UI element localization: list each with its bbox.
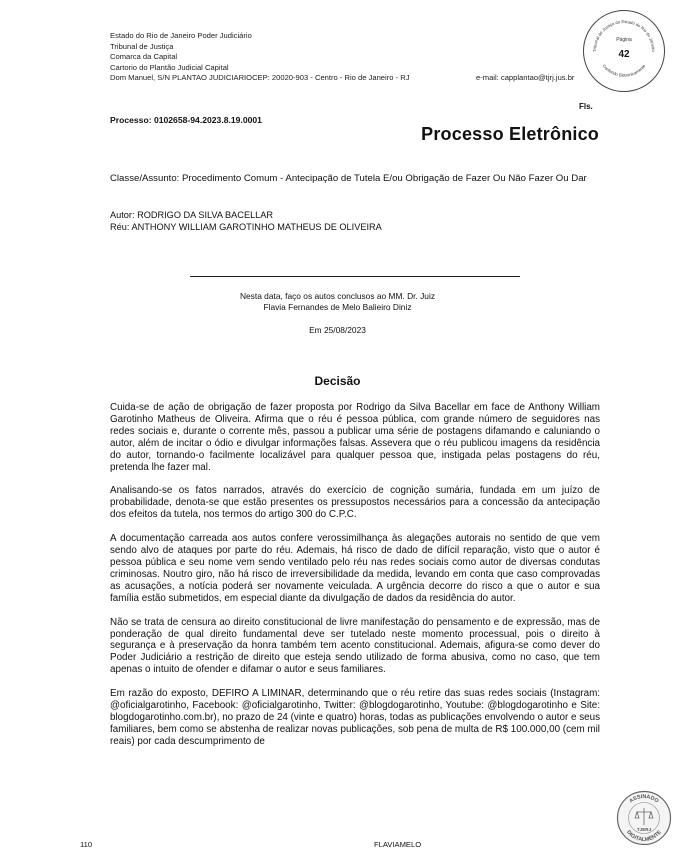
page-number-stamp xyxy=(583,10,665,92)
plaintiff: Autor: RODRIGO DA SILVA BACELLAR xyxy=(110,210,274,220)
svg-text:Tribunal de Justiça do Estado xyxy=(592,19,656,53)
header-line: Tribunal de Justiça xyxy=(110,41,174,51)
page-label: Página xyxy=(616,37,632,43)
conclusion-note xyxy=(0,291,675,312)
conclusion-line: Nesta data, faço os autos conclusos ao MM. Dr. Juiz xyxy=(239,291,436,301)
document-title: Processo Eletrônico xyxy=(421,124,599,144)
header-email: e-mail: capplantao@tjrj.jus.br xyxy=(476,73,575,82)
judge-name: Flavia Fernandes de Melo Balieiro Diniz xyxy=(263,301,412,312)
stamp-ring-bottom-text: Conferido Eletronicamente xyxy=(601,63,647,78)
stamp-ring-text: Tribunal de Justiça do Estado do Rio de Janeiro xyxy=(591,18,657,52)
svg-text:Conferido Eletronicamente xyxy=(602,63,647,78)
paragraph: Analisando-se os fatos narrados, através do exercício de cognição sumária, fundada em um juízo de probabilidade, denota-se que estão presentes os pressupostos necessários para a concessão da antecipação dos efeitos da tutela, nos termos do artigo 300 do C.P.C. xyxy=(110,485,600,521)
digital-signature-seal-icon xyxy=(616,790,672,846)
defendant: Réu: ANTHONY WILLIAM GAROTINHO MATHEUS DE OLIVEIRA xyxy=(110,221,382,232)
section-title: Decisão xyxy=(314,374,361,388)
seal-center-text: TJERJ xyxy=(636,827,652,832)
case-class: Classe/Assunto: Procedimento Comum - Antecipação de Tutela E/ou Obrigação de Fazer Ou Não Fazer Ou Dar xyxy=(110,173,587,184)
header-line: Cartorio do Plantão Judicial Capital xyxy=(110,62,229,72)
footer-page-code: 110 xyxy=(80,840,93,849)
seal-bottom-text: DIGITALMENTE xyxy=(625,829,663,844)
page-number: 42 xyxy=(618,49,630,60)
footer-user: FLAVIAMELO xyxy=(374,840,422,849)
fls-label: Fls. xyxy=(579,102,593,111)
process-number: Processo: 0102658-94.2023.8.19.0001 xyxy=(110,115,262,125)
parties xyxy=(110,210,382,233)
seal-top-text: ASSINADO xyxy=(628,793,660,805)
decision-body xyxy=(110,402,600,760)
court-header xyxy=(110,31,575,84)
header-line: Comarca da Capital xyxy=(110,52,178,62)
conclusion-date: Em 25/08/2023 xyxy=(309,325,366,335)
paragraph: A documentação carreada aos autos confere verossimilhança às alegações autorais no sentido de que vem sendo alvo de ataques por parte do réu. Ademais, há risco de dado de difícil reparação, visto que o autor é pessoa pública e seu nome vem sendo ventilado pelo réu nas redes sociais como autor de diversas condutas criminosas. Noutro giro, não há risco de irreversibilidade da medida, levando em conta que caso comprovadas as acusações, a notícia poderá ser novamente veiculada. A urgência decorre do risco a que o autor e sua família estão submetidos, em especial diante da divulgação de dados da residência do autor. xyxy=(110,533,600,604)
header-address: Dom Manuel, S/N PLANTAO JUDICIARIOCEP: 20020-903 - Centro - Rio de Janeiro - RJ xyxy=(110,73,410,83)
paragraph: Não se trata de censura ao direito constitucional de livre manifestação do pensamento e de expressão, mas de ponderação de qual direito fundamental deve ser tutelado neste momento processual, pois o direito à segurança e à preservação da honra também tem acento constitucional. Ademais, afigura-se como dever do Poder Judiciário a restrição de direito que esteja sendo utilizado de forma abusiva, como no caso, que tem apenas o intuito de ofender e difamar o autor e seus familiares. xyxy=(110,616,600,676)
divider xyxy=(190,276,520,277)
paragraph: Cuida-se de ação de obrigação de fazer proposta por Rodrigo da Silva Bacellar em face de Anthony William Garotinho Matheus de Oliveira. Afirma que o réu é pessoa pública, com grande número de seguidores nas redes sociais e, durante o corrente mês, passou a publicar uma série de postagens difamando e caluniando o autor, além de incitar o ódio e divulgar informações falsas. Assevera que o réu publicou imagens da residência do autor, tornando-o facilmente localizável para qualquer pessoa que, instigada pelas postagens do réu, pretenda lhe fazer mal. xyxy=(110,402,600,473)
header-line: Estado do Rio de Janeiro Poder Judiciário xyxy=(110,31,252,40)
paragraph: Em razão do exposto, DEFIRO A LIMINAR, determinando que o réu retire das suas redes sociais (Instagram: @oficialgarotinho, Facebook: @oficialgarotinho, Twitter: @blogdogarotinho, Youtube: @blogdogarotinho e Site: blogdogarotinho.com.br), no prazo de 24 (vinte e quatro) horas, todas as publicações envolvendo o autor e seus familiares, bem como se abstenha de realizar novas publicações, sob pena de multa de R$ 100.000,00 (cem mil reais) por cada descumprimento de xyxy=(110,688,600,747)
